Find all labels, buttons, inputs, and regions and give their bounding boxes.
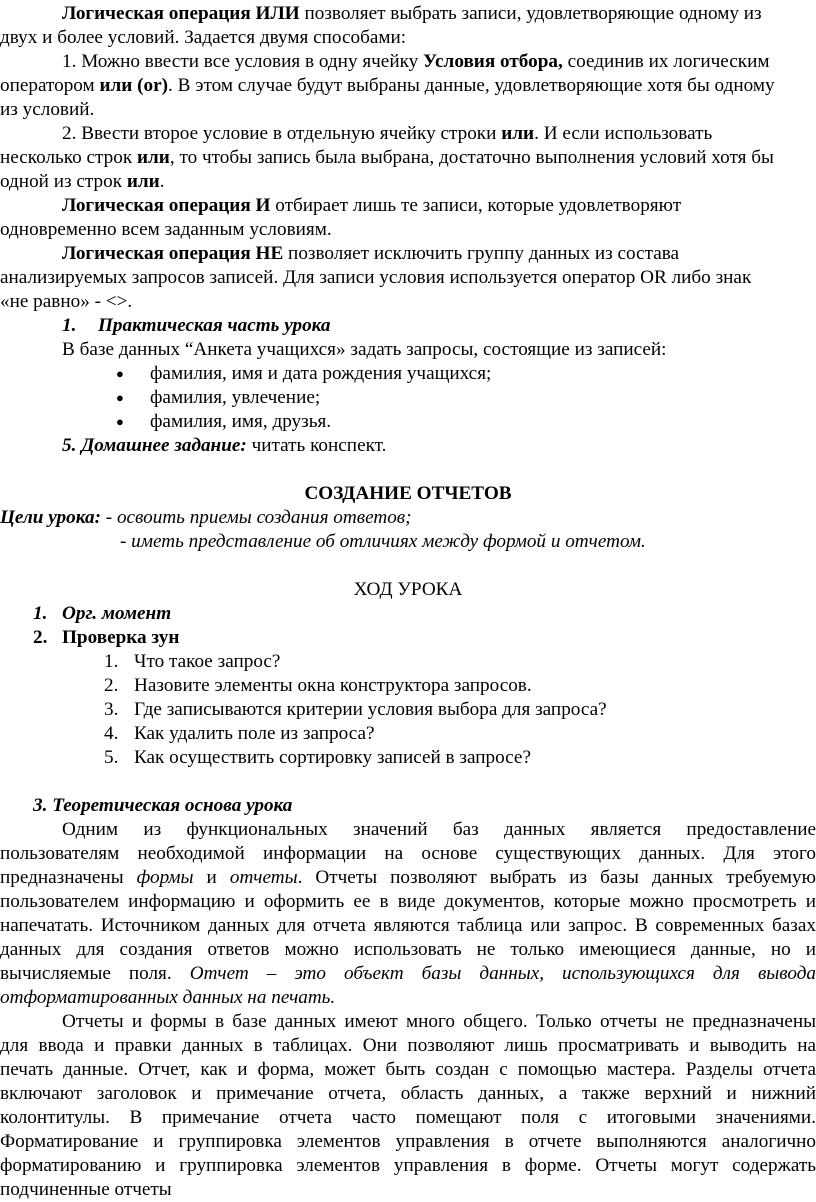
question-number: 1. bbox=[104, 651, 119, 672]
practice-number: 1. bbox=[62, 315, 77, 336]
para-not: «не равно» - <>. bbox=[0, 291, 133, 312]
theory-line: включают заголовок и примечание отчета, область данных, а также верхний и нижний bbox=[0, 1083, 816, 1104]
term-or-row: или bbox=[126, 171, 160, 192]
question-text: Назовите элементы окна конструктора запросов. bbox=[134, 675, 532, 696]
text: 1. Можно ввести все условия в одну ячейку bbox=[62, 51, 424, 72]
flow-title: ХОД УРОКА bbox=[353, 579, 463, 600]
theory-line: подчиненные отчеты bbox=[0, 1179, 172, 1200]
theory-line: данных для создания ответов можно использовать не только имеющиеся данные, но и bbox=[0, 939, 816, 960]
goal-item: - освоить приемы создания ответов; bbox=[100, 507, 412, 528]
goal-item: - иметь представление об отличиях между формой и отчетом. bbox=[120, 531, 646, 552]
step-heading: 3. Теоретическая основа урока bbox=[33, 795, 293, 816]
para-not: анализируемых запросов записей. Для записи условия используется оператор OR либо знак bbox=[0, 267, 752, 288]
question-number: 3. bbox=[104, 699, 119, 720]
para-and: одновременно всем заданным условиям. bbox=[0, 219, 332, 240]
term-not: Логическая операция НЕ bbox=[62, 243, 284, 264]
question-number: 5. bbox=[104, 747, 119, 768]
term-or-row: или bbox=[501, 123, 535, 144]
step-number: 2. bbox=[33, 627, 48, 648]
term-selection-criteria: Условия отбора, bbox=[423, 51, 563, 72]
bullet-icon: ● bbox=[116, 414, 124, 429]
report-definition: Отчет – это объект базы данных, использующихся для вывода bbox=[189, 963, 816, 984]
para-or-way1 bbox=[0, 74, 775, 98]
bullet-icon: ● bbox=[116, 366, 124, 381]
text: 2. Ввести второе условие в отдельную ячейку строки bbox=[62, 123, 502, 144]
practice-intro: В базе данных “Анкета учащихся» задать запросы, состоящие из записей: bbox=[62, 339, 667, 360]
para-or-line bbox=[62, 2, 762, 26]
list-item: фамилия, имя, друзья. bbox=[150, 411, 332, 432]
list-item: фамилия, имя и дата рождения учащихся; bbox=[150, 363, 492, 384]
text: вычисляемые поля. bbox=[0, 963, 190, 984]
theory-line: печать данные. Отчет, как и форма, может быть создан с помощью мастера. Разделы отчета bbox=[0, 1059, 816, 1080]
theory-line bbox=[0, 962, 816, 986]
text: , то чтобы запись была выбрана, достаточно выполнения условий хотя бы bbox=[169, 147, 774, 168]
question-text: Как осуществить сортировку записей в запросе? bbox=[134, 747, 531, 768]
text: . Отчеты позволяют выбрать из базы данных требуемую bbox=[297, 867, 816, 888]
para-or-way1 bbox=[62, 50, 770, 74]
text: и bbox=[193, 867, 230, 888]
theory-line: Отчеты и формы в базе данных имеют много общего. Только отчеты не предназначены bbox=[62, 1011, 816, 1032]
question-text: Как удалить поле из запроса? bbox=[134, 723, 375, 744]
text: оператором bbox=[0, 75, 100, 96]
text: позволяет выбрать записи, удовлетворяющие одному из bbox=[299, 3, 762, 24]
para-and bbox=[62, 194, 681, 218]
homework-label: 5. Домашнее задание: bbox=[62, 435, 247, 456]
step-heading: Проверка зун bbox=[62, 627, 180, 648]
text: несколько строк bbox=[0, 147, 137, 168]
term-or-row: или bbox=[136, 147, 170, 168]
theory-line: пользователем информацию и оформить ее в виде документов, которые можно просмотреть и bbox=[0, 891, 816, 912]
theory-line: для ввода и правки данных в таблицах. Они позволяют лишь просматривать и выводить на bbox=[0, 1035, 816, 1056]
theory-line bbox=[0, 866, 816, 890]
text: . И если использовать bbox=[534, 123, 713, 144]
para-or-way2 bbox=[0, 170, 165, 194]
question-text: Где записываются критерии условия выбора для запроса? bbox=[134, 699, 607, 720]
bullet-icon: ● bbox=[116, 390, 124, 405]
theory-line: форматированию и группировка элементов управления в форме. Отчеты могут содержать bbox=[0, 1155, 816, 1176]
lesson-title: СОЗДАНИЕ ОТЧЕТОВ bbox=[304, 483, 512, 504]
text: одной из строк bbox=[0, 171, 127, 192]
goals-label: Цели урока: bbox=[0, 507, 101, 528]
para-or-way2 bbox=[0, 146, 774, 170]
homework bbox=[62, 434, 386, 458]
lesson-goals bbox=[0, 506, 412, 530]
report-definition: отформатированных данных на печать. bbox=[0, 987, 336, 1008]
text: . bbox=[159, 171, 165, 192]
text: предназначены bbox=[0, 867, 137, 888]
text: . В этом случае будут выбраны данные, удовлетворяющие хотя бы одному bbox=[168, 75, 775, 96]
practice-heading: Практическая часть урока bbox=[98, 315, 331, 336]
term-forms: формы bbox=[136, 867, 194, 888]
text: соединив их логическим bbox=[562, 51, 770, 72]
list-item: фамилия, увлечение; bbox=[150, 387, 321, 408]
question-number: 4. bbox=[104, 723, 119, 744]
theory-line: напечатать. Источником данных для отчета являются таблица или запрос. В современных базах bbox=[0, 915, 816, 936]
para-not bbox=[62, 242, 679, 266]
para-or-way1: из условий. bbox=[0, 99, 95, 120]
question-number: 2. bbox=[104, 675, 119, 696]
theory-line: Форматирование и группировка элементов управления в отчете выполняются аналогично bbox=[0, 1131, 816, 1152]
step-heading: Орг. момент bbox=[62, 603, 172, 624]
para-or-line: двух и более условий. Задается двумя способами: bbox=[0, 27, 407, 48]
para-or-way2 bbox=[62, 122, 712, 146]
step-number: 1. bbox=[33, 603, 48, 624]
text: отбирает лишь те записи, которые удовлетворяют bbox=[270, 195, 682, 216]
term-and: Логическая операция И bbox=[62, 195, 271, 216]
term-reports: отчеты bbox=[229, 867, 298, 888]
term-or-operator: или (or) bbox=[99, 75, 169, 96]
term-or: Логическая операция ИЛИ bbox=[62, 3, 300, 24]
theory-line: колонтитулы. В примечание отчета часто помещают поля с итоговыми значениями. bbox=[0, 1107, 816, 1128]
theory-line: Одним из функциональных значений баз данных является предоставление bbox=[62, 819, 816, 840]
text: позволяет исключить группу данных из состава bbox=[283, 243, 680, 264]
homework-text: читать конспект. bbox=[246, 435, 387, 456]
theory-line: пользователям необходимой информации на основе существующих данных. Для этого bbox=[0, 843, 816, 864]
question-text: Что такое запрос? bbox=[134, 651, 281, 672]
